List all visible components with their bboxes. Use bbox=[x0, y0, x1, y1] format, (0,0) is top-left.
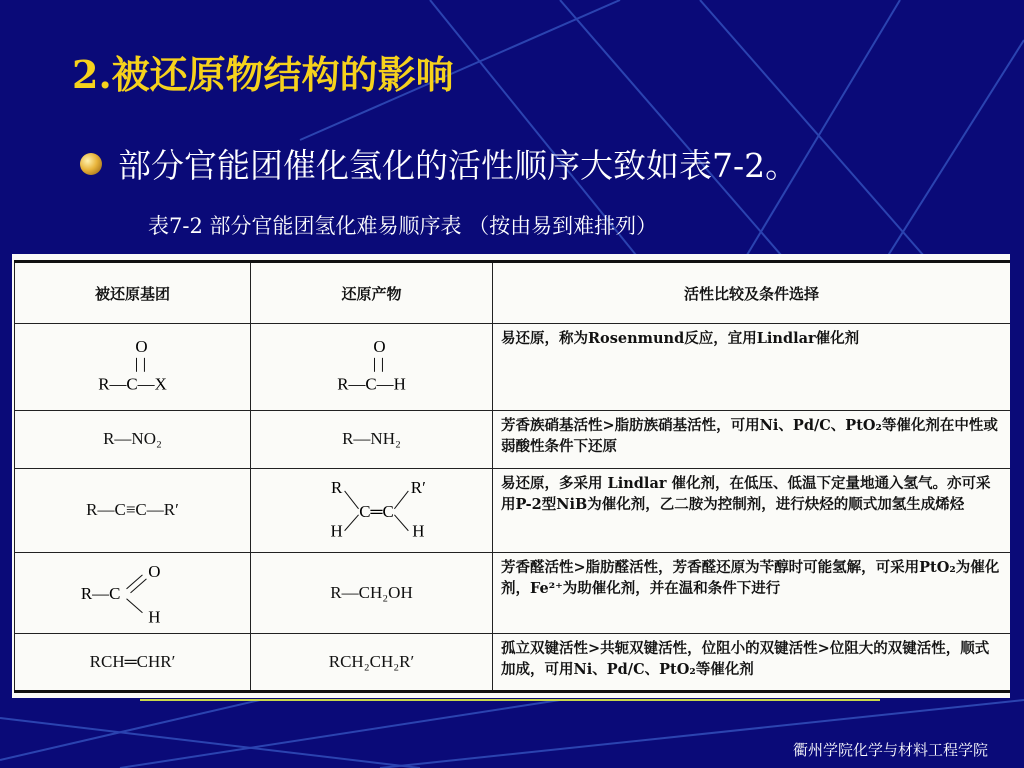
reaction-table-image bbox=[12, 254, 1010, 698]
table-row bbox=[15, 468, 1011, 553]
formula-main: R—C—H bbox=[337, 374, 406, 394]
formula-r-prime: R′ bbox=[410, 477, 426, 497]
header-reactant: 被还原基团 bbox=[15, 262, 251, 324]
reactant-cell bbox=[15, 324, 251, 411]
formula-h: H bbox=[412, 521, 425, 541]
formula-oxygen: O bbox=[373, 336, 386, 356]
description-cell: 芳香醛活性>脂肪醛活性，芳香醛还原为苄醇时可能氢解，可采用PtO₂为催化剂，Fe²⁺为助催化剂，并在温和条件下进行 bbox=[493, 553, 1011, 634]
table-row bbox=[15, 553, 1011, 634]
description-cell: 易还原，多采用 Lindlar 催化剂，在低压、低温下定量地通入氢气。亦可采用P-2型NiB为催化剂，乙二胺为控制剂，进行炔烃的顺式加氢生成烯烃 bbox=[493, 468, 1011, 553]
product-cell: R—CH₂OH bbox=[251, 553, 493, 634]
header-activity: 活性比较及条件选择 bbox=[493, 262, 1011, 324]
header-product: 还原产物 bbox=[251, 262, 493, 324]
formula-main: R—C—X bbox=[98, 374, 167, 394]
table-caption: 表7-2 部分官能团氢化难易顺序表 （按由易到难排列） bbox=[148, 214, 658, 238]
reaction-table bbox=[14, 260, 1010, 693]
description-cell: 孤立双键活性>共轭双键活性，位阻小的双键活性>位阻大的双键活性，顺式加成，可用Ni、Pd/C、PtO₂等催化剂 bbox=[493, 633, 1011, 691]
formula-main: R—C bbox=[80, 584, 121, 604]
reactant-cell bbox=[15, 553, 251, 634]
product-cell bbox=[251, 468, 493, 553]
formula-oxygen: O bbox=[148, 562, 161, 582]
formula-r: R bbox=[331, 477, 343, 497]
bullet-item bbox=[80, 140, 798, 187]
formula-oxygen: O bbox=[135, 336, 148, 356]
formula-h: H bbox=[148, 607, 161, 627]
formula-h: H bbox=[330, 521, 343, 541]
bullet-text: 部分官能团催化氢化的活性顺序大致如表7-2。 bbox=[118, 146, 799, 185]
table-row bbox=[15, 410, 1011, 468]
footer-institution: 衢州学院化学与材料工程学院 bbox=[792, 741, 988, 759]
description-cell: 芳香族硝基活性>脂肪族硝基活性，可用Ni、Pd/C、PtO₂等催化剂在中性或弱酸性条件下还原 bbox=[493, 410, 1011, 468]
table-header-row bbox=[15, 262, 1011, 324]
formula-double-bond: C═C bbox=[359, 501, 394, 521]
product-cell: RCH₂CH₂R′ bbox=[251, 633, 493, 691]
reactant-cell: R—NO₂ bbox=[15, 410, 251, 468]
reactant-cell: RCH═CHR′ bbox=[15, 633, 251, 691]
reactant-cell: R—C≡C—R′ bbox=[15, 468, 251, 553]
bullet-icon bbox=[80, 153, 102, 175]
product-cell: R—NH₂ bbox=[251, 410, 493, 468]
table-row bbox=[15, 324, 1011, 411]
slide-title: 2.被还原物结构的影响 bbox=[72, 52, 454, 97]
table-row bbox=[15, 633, 1011, 691]
description-cell: 易还原，称为Rosenmund反应，宜用Lindlar催化剂 bbox=[493, 324, 1011, 411]
product-cell bbox=[251, 324, 493, 411]
